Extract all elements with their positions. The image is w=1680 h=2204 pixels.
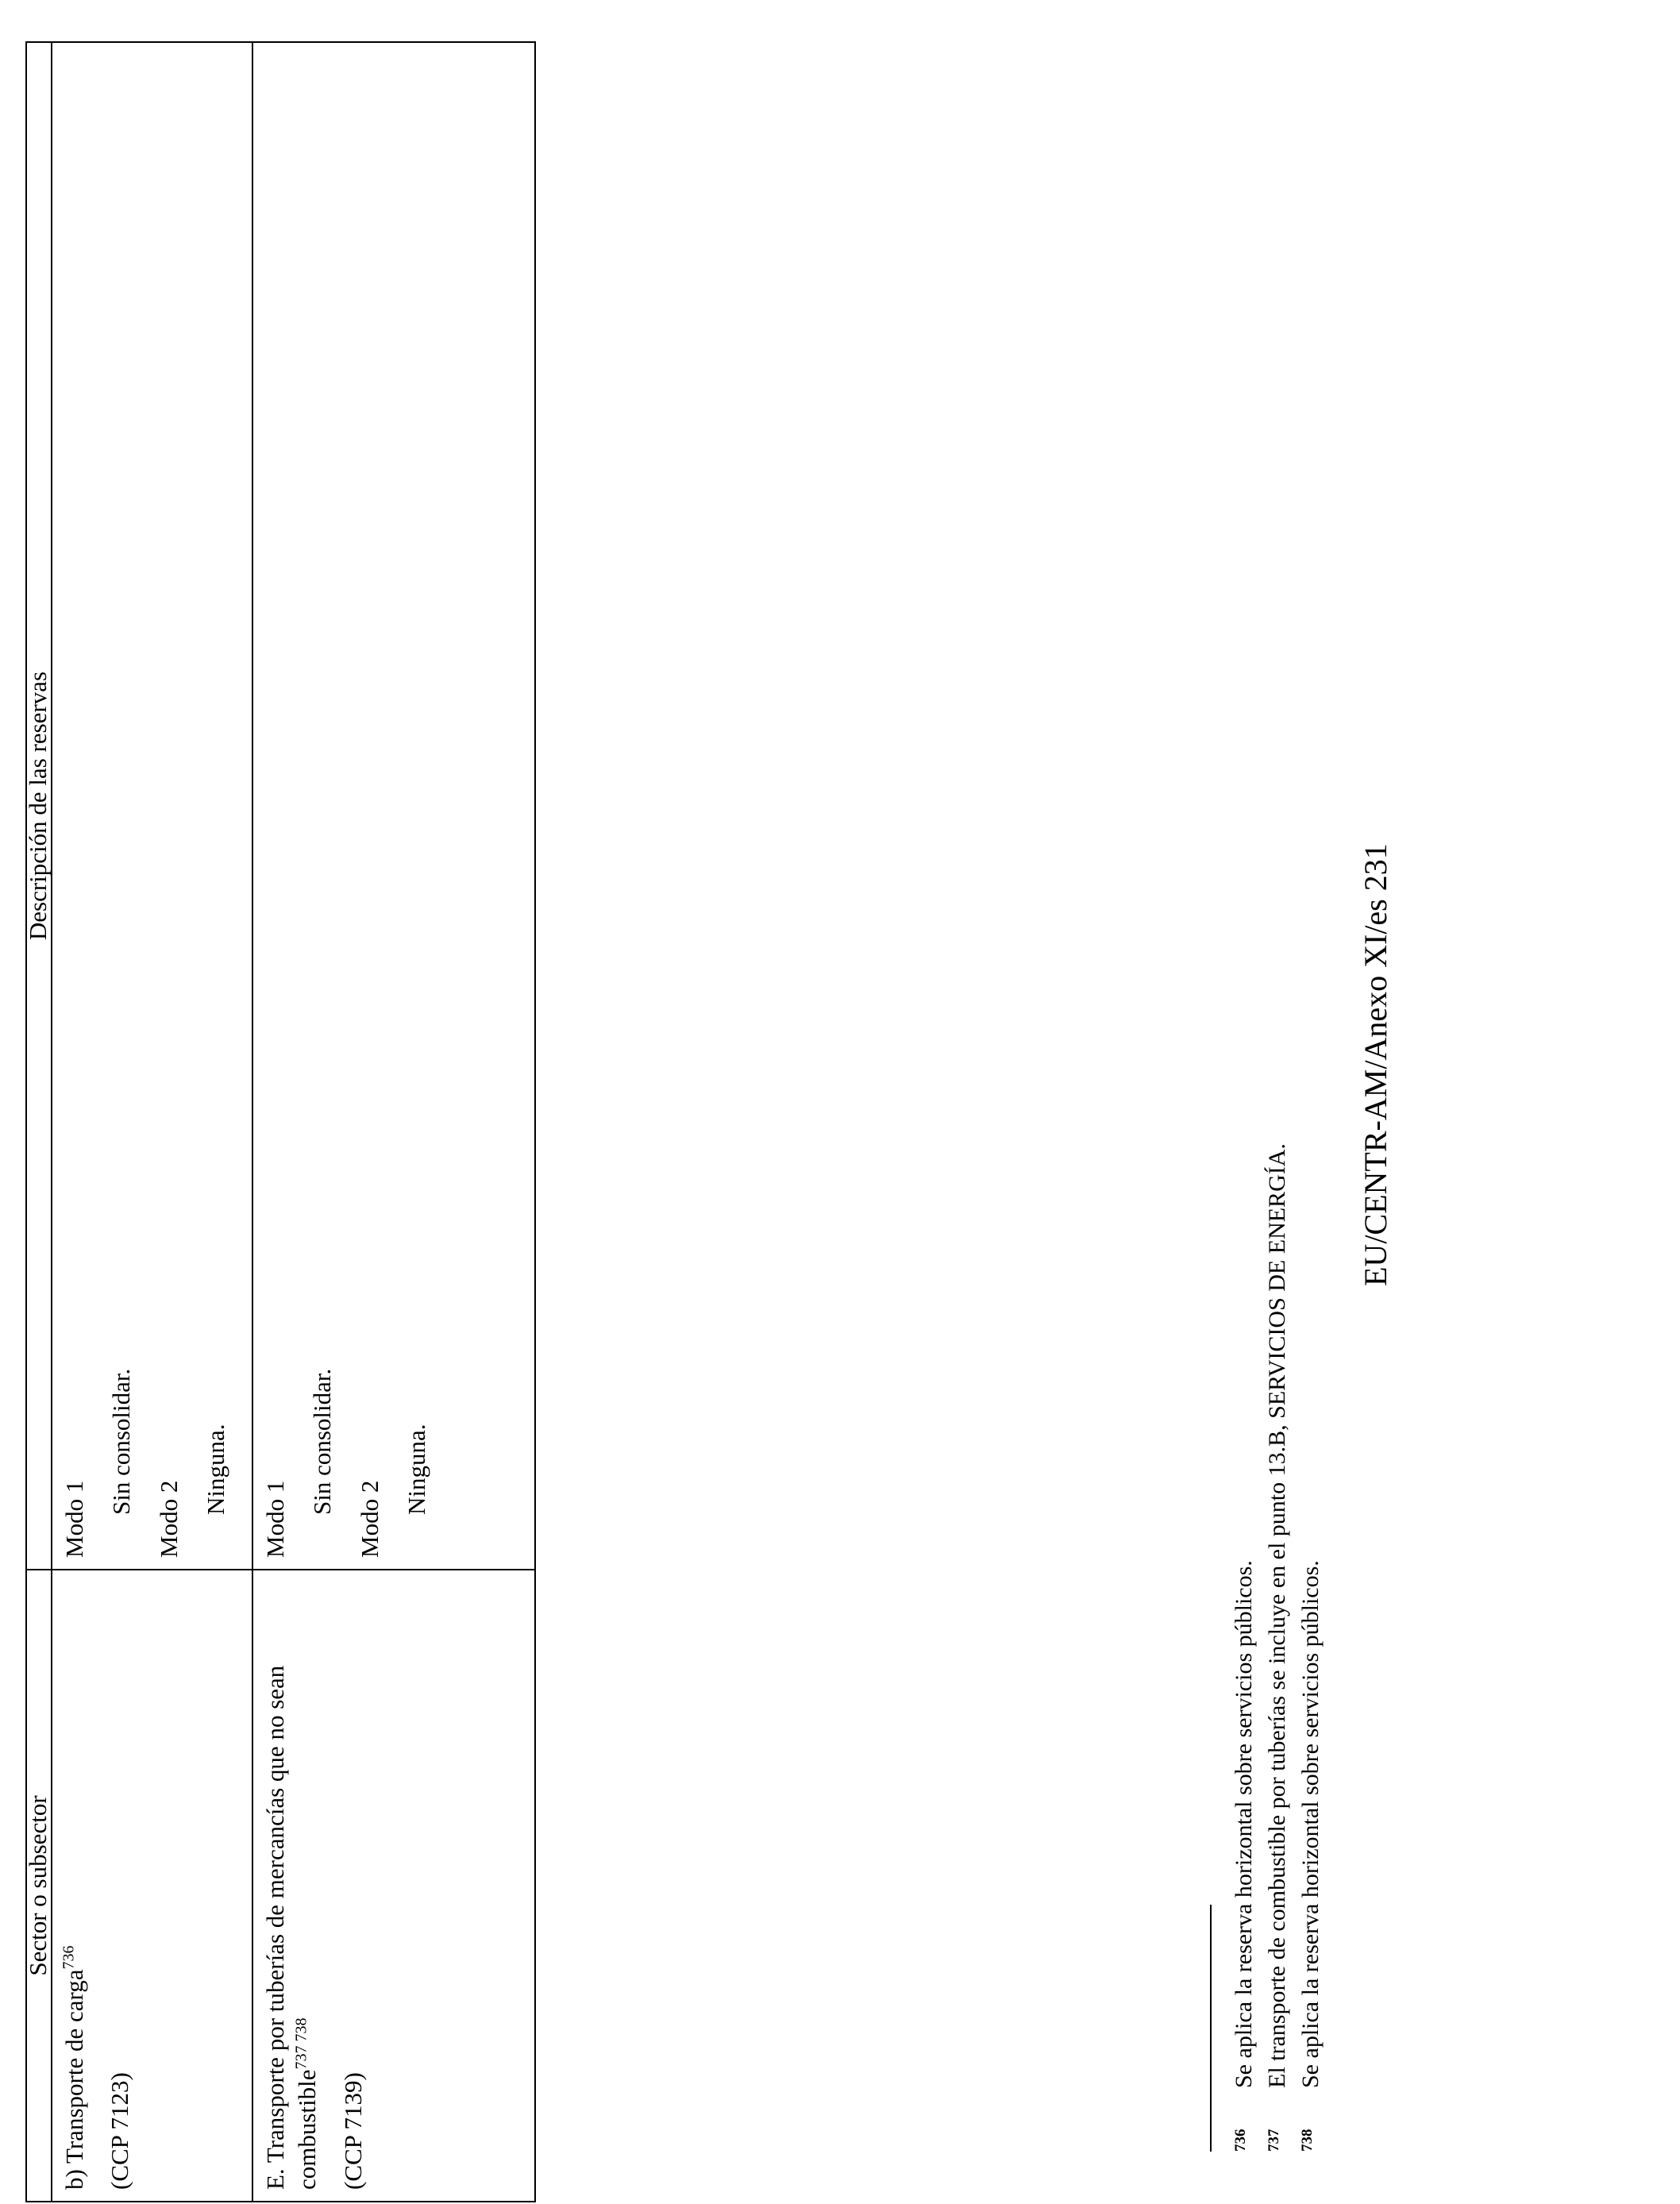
reservation-text: Sin consolidar.: [107, 1368, 136, 1515]
footnotes: [1227, 881, 1327, 2152]
footnote-text: Se aplica la reserva horizontal sobre servicios públicos.: [1297, 1560, 1324, 2088]
header-description: Descripción de las reservas: [26, 42, 52, 1570]
reservations-table: [25, 41, 536, 2202]
footnote-ref: 737 738: [293, 2017, 311, 2070]
footnote-text: Se aplica la reserva horizontal sobre servicios públicos.: [1231, 1560, 1257, 2088]
reservation-text: Ninguna.: [403, 1424, 431, 1515]
document-reference: EU/CENTR-AM/Anexo XI/es 231: [1358, 843, 1393, 1286]
mode-label: Modo 1: [261, 1480, 290, 1558]
footnote-ref: 736: [60, 1945, 78, 1970]
ccp-code: (CCP 7139): [338, 2072, 367, 2190]
description-cell: [52, 42, 252, 1570]
footnote-number: 738: [1299, 2129, 1316, 2152]
table-row: [52, 42, 252, 2202]
footnote-separator: [1210, 1905, 1212, 2152]
ccp-code: (CCP 7123): [106, 2072, 134, 2190]
mode-label: Modo 2: [154, 1480, 183, 1558]
footnote: [1261, 881, 1294, 2152]
reservation-text: Ninguna.: [201, 1424, 229, 1515]
sector-title: b) Transporte de carga: [60, 1969, 88, 2190]
header-sector: Sector o subsector: [26, 1570, 52, 2202]
footnote: [1294, 881, 1327, 2152]
description-cell: [252, 42, 535, 1570]
footnote-number: 736: [1232, 2129, 1249, 2152]
footnote-text: El transporte de combustible por tuberías se incluye en el punto 13.B, SERVICIOS DE ENERGÍA.: [1264, 1143, 1290, 2088]
sector-cell: [252, 1570, 535, 2202]
table-header-row: [26, 42, 52, 2202]
sector-cell: [52, 1570, 252, 2202]
footnote: [1227, 881, 1261, 2152]
mode-label: Modo 2: [355, 1480, 383, 1558]
reservation-text: Sin consolidar.: [308, 1368, 337, 1515]
footnote-number: 737: [1266, 2129, 1282, 2152]
table-row: [252, 42, 535, 2202]
sector-title: E. Transporte por tuberías de mercancías que no sean combustible: [261, 1665, 322, 2190]
mode-label: Modo 1: [60, 1480, 88, 1558]
